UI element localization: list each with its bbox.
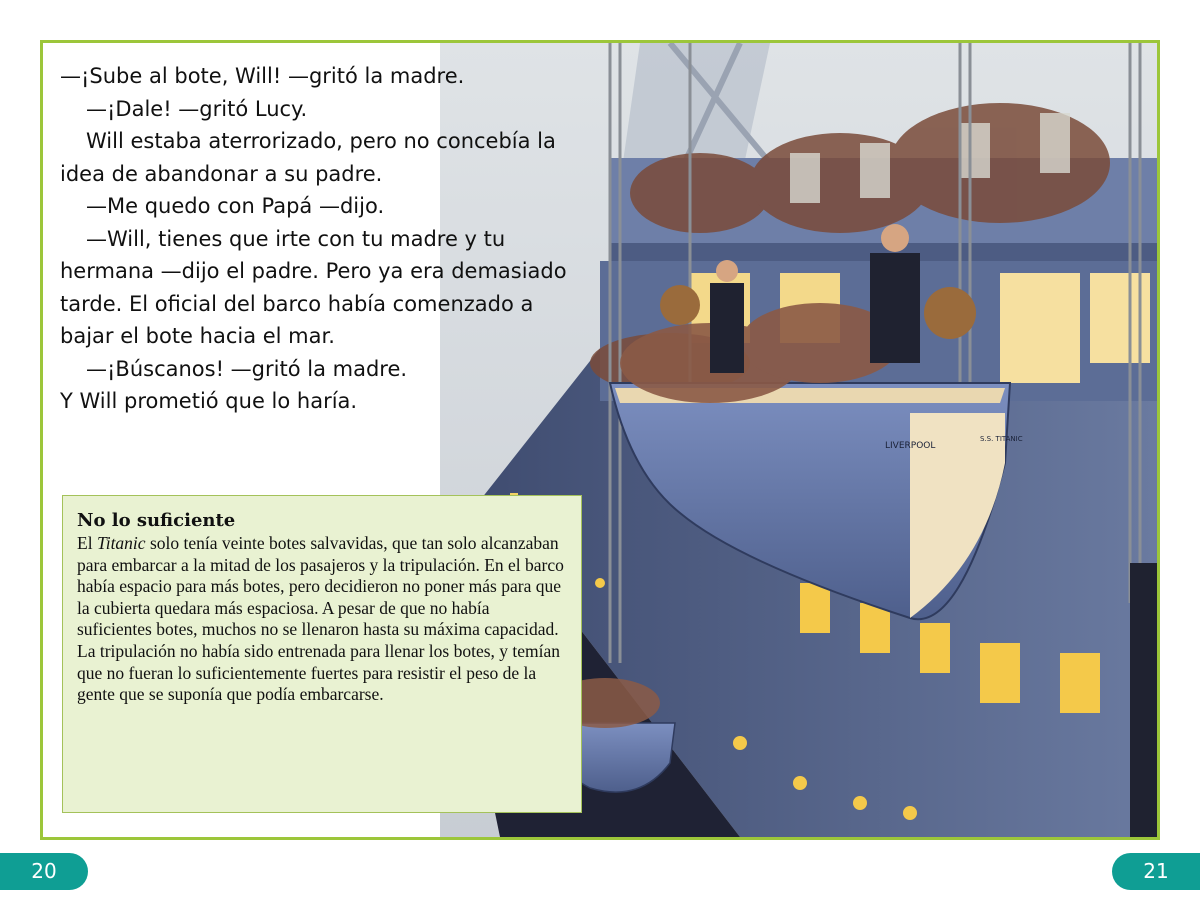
story-line: —¡Búscanos! —gritó la madre. bbox=[86, 356, 408, 381]
sidebar-body bbox=[77, 533, 567, 706]
page-number-right: 21 bbox=[1112, 853, 1200, 890]
lifeboat-label: LIVERPOOL bbox=[885, 441, 936, 451]
story-text bbox=[60, 60, 580, 418]
sidebar-body-rest: solo tenía veinte botes salvavidas, que tan solo alcanzaban para embarcar a la mitad de los pasajeros y la tripulación. En el barco había espacio para más botes, pero decidieron no poner más para que la cubierta quedara más espaciosa. A pesar de que no había suficientes botes, muchos no se llenaron hasta su máxima capacidad. La tripulación no había sido entrenada para llenar los botes, y temían que no fueran lo suficientemente fuertes para resistir el peso de la gente que se suponía que podía embarcarse. bbox=[77, 533, 564, 705]
sidebar-title: No lo suficiente bbox=[77, 510, 236, 531]
story-line: —¡Dale! —gritó Lucy. bbox=[86, 96, 308, 121]
lifeboat-label-2: S.S. TITANIC bbox=[980, 435, 1023, 443]
page-number-left: 20 bbox=[0, 853, 88, 890]
story-line: —¡Sube al bote, Will! —gritó la madre. bbox=[60, 64, 465, 88]
sidebar-body-prefix: El bbox=[77, 533, 97, 553]
sidebar-body-italic: Titanic bbox=[96, 533, 146, 553]
story-line: Y Will prometió que lo haría. bbox=[60, 389, 358, 413]
story-line: —Me quedo con Papá —dijo. bbox=[86, 194, 385, 218]
sidebar-box bbox=[62, 495, 582, 813]
story-line: Will estaba aterrorizado, pero no concebía la idea de abandonar a su padre. bbox=[60, 129, 556, 186]
story-line: —Will, tienes que irte con tu madre y tu hermana —dijo el padre. Pero ya era demasiado tarde. El oficial del barco había comenzado a bajar el bote hacia el mar. bbox=[60, 226, 567, 348]
